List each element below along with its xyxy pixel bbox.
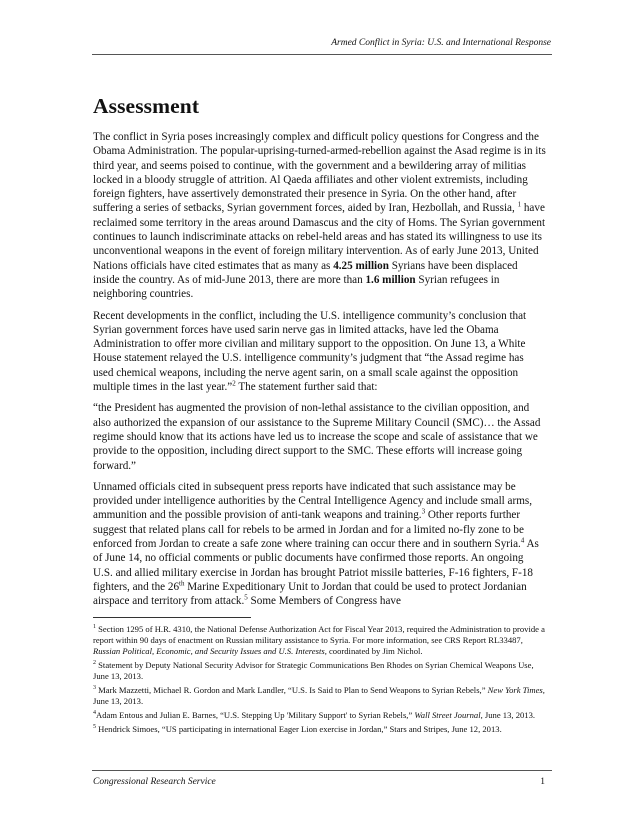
footnote-3 <box>93 685 546 707</box>
footnote-text: Adam Entous and Julian E. Barnes, “U.S. Stepping Up 'Military Support' to Syrian Rebels,” <box>96 709 415 720</box>
footnote-ref-1[interactable]: 1 <box>517 200 522 209</box>
footnote-text: Statement by Deputy National Security Advisor for Strategic Communications Ben Rhodes on Syrian Chemical Weapons Use, June 13, 2013. <box>93 659 534 681</box>
page-number: 1 <box>540 777 545 787</box>
paragraph-2-text-b: The statement further said that: <box>235 381 378 394</box>
paragraph-4-text-d: Marine Expeditionary Unit to Jordan that could be used to protect Jordanian airspace and territory from attack. <box>93 580 527 608</box>
footnote-ref-5[interactable]: 5 <box>244 593 248 602</box>
footnote-text: Mark Mazzetti, Michael R. Gordon and Mark Landler, “U.S. Is Said to Plan to Send Weapons to Syrian Rebels,” <box>96 684 488 695</box>
footnote-ref-4[interactable]: 4 <box>520 536 525 545</box>
footnote-5 <box>93 724 546 735</box>
paragraph-1 <box>93 130 546 302</box>
paragraph-4-text-a: Unnamed officials cited in subsequent press reports have indicated that such assistance may be provided under intelligence authorities by the Central Intelligence Agency and include small arms, ammunition and the possible provision of anti-tank weapons and training. <box>93 480 532 522</box>
footnote-italic: Wall Street Journal <box>414 709 481 720</box>
footnote-ref-2[interactable]: 2 <box>232 379 236 388</box>
paragraph-4 <box>93 480 546 609</box>
footnote-number: 5 <box>93 723 96 730</box>
section-title: Assessment <box>93 94 200 118</box>
footnote-ref-3[interactable]: 3 <box>421 507 426 516</box>
footnote-tail: , coordinated by Jim Nichol. <box>324 645 423 656</box>
footnote-italic: Russian Political, Economic, and Security Issues and U.S. Interests <box>93 645 325 656</box>
footnote-italic: New York Times <box>487 684 543 695</box>
paragraph-1-text-a: The conflict in Syria poses increasingly complex and difficult policy questions for Congress and the Obama Administration. The popular-uprising-turned-armed-rebellion against the Asad regime is in its third year, and seems poised to continue, with the government and a bewildering array of militias locked in a bloody struggle of attrition. Al Qaeda affiliates and other violent extremists, including foreign fighters, have assertively demonstrated their presence in Syria. On the other hand, after suffering a series of setbacks, Syrian government forces, aided by Iran, Hezbollah, and Russia, <box>93 131 546 215</box>
running-header: Armed Conflict in Syria: U.S. and International Response <box>331 38 551 48</box>
footnote-number: 4 <box>93 709 96 716</box>
quote-paragraph: “the President has augmented the provision of non-lethal assistance to the civilian opposition, and also authorized the expansion of our assistance to the Supreme Military Council (SMC)… the Assad regime should know that its actions have led us to increase the scope and scale of assistance that we provide to the opposition, including direct support to the SMC. These efforts will increase going forward.” <box>93 402 541 472</box>
footer-rule <box>92 770 552 771</box>
footnote-tail: , June 13, 2013. <box>480 709 536 720</box>
displaced-count: 4.25 million <box>333 259 389 272</box>
footnote-2 <box>93 660 546 682</box>
footnote-number: 2 <box>93 659 96 666</box>
footnote-number: 1 <box>93 623 96 630</box>
paragraph-1-text-c: Syrians have been displaced inside the country. As of mid-June 2013, there are more than <box>93 259 518 286</box>
footnote-4 <box>93 710 546 721</box>
footer-organization: Congressional Research Service <box>93 777 216 787</box>
paragraph-2-text-a: Recent developments in the conflict, including the U.S. intelligence community’s conclusion that Syrian government forces have used sarin nerve gas in limited attacks, have led the Obama Administration to offer more civilian and military support to the opposition. On June 13, a White House statement relayed the U.S. intelligence community’s judgment that “the Assad regime has used chemical weapons, including the nerve agent sarin, on a small scale against the opposition multiple times in the last year.” <box>93 309 527 394</box>
header-rule <box>92 54 552 55</box>
footnote-text: Hendrick Simoes, “US participating in international Eager Lion exercise in Jordan,” Stars and Stripes, June 12, 2013. <box>96 723 502 734</box>
ordinal-suffix: th <box>179 579 185 588</box>
footnote-number: 3 <box>93 684 96 691</box>
footnote-rule <box>93 617 251 618</box>
paragraph-1-text-d: Syrian refugees in neighboring countries. <box>93 273 500 301</box>
footnote-text: Section 1295 of H.R. 4310, the National Defense Authorization Act for Fiscal Year 2013, required the Administration to provide a report within 90 days of enactment on Russian military assistance to Syria. For more information, see CRS Report RL33487, <box>93 623 545 645</box>
main-content <box>93 94 546 738</box>
paragraph-4-text-e: Some Members of Congress have <box>247 595 401 608</box>
paragraph-1-text-b: have reclaimed some territory in the areas around Damascus and the city of Homs. The Syrian government continues to launch indiscriminate attacks on rebel-held areas and has stated its willingness to use its unconventional weapons in the event of foreign military intervention. As of early June 2013, United Nations officials have cited estimates that as many as <box>93 202 546 272</box>
paragraph-2 <box>93 309 546 395</box>
paragraph-4-text-c: As of June 14, no official comments or public documents have confirmed those reports. An ongoing U.S. and allied military exercise in Jordan has brought Patriot missile batteries, F-16 fighters, F-18 fighters, and the 26 <box>93 538 539 593</box>
paragraph-4-text-b: Other reports further suggest that related plans call for rebels to be armed in Jordan and for a limited no-fly zone to be enforced from Jordan to create a safe zone where training can occur there and in southern Syria. <box>93 509 524 551</box>
refugee-count: 1.6 million <box>365 273 416 286</box>
footnote-1 <box>93 624 546 657</box>
footnote-tail: , June 13, 2013. <box>93 684 545 706</box>
